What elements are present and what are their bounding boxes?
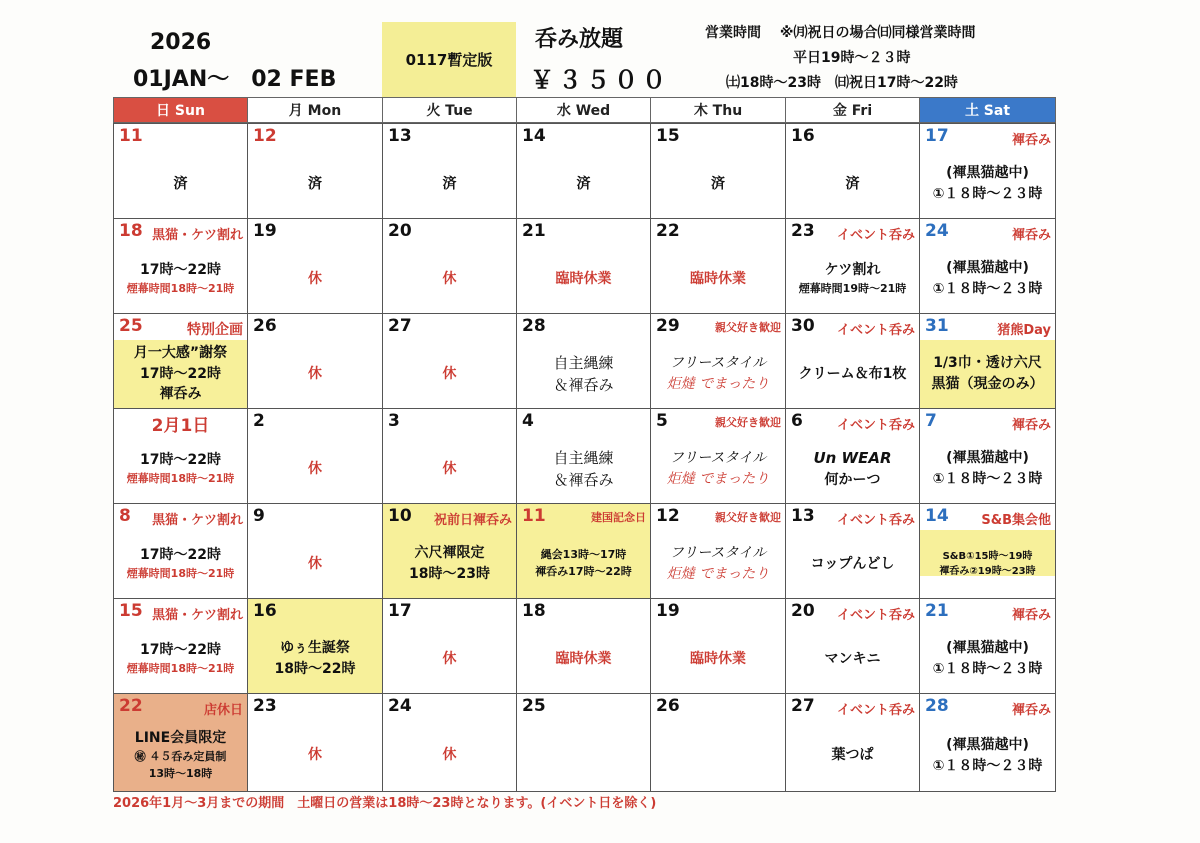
event-tag: 親父好き歓迎 <box>715 416 781 429</box>
cell-line: 自主縄練 <box>553 448 614 467</box>
cell-content <box>517 435 650 503</box>
day-number: 25 <box>522 696 546 716</box>
day-number: 3 <box>388 411 400 431</box>
cell-content <box>517 150 650 218</box>
day-number: 14 <box>522 126 546 146</box>
cell-line: 煙幕時間18時～21時 <box>126 472 235 486</box>
cell-line: 17時～22時 <box>140 365 221 382</box>
day-cell[interactable] <box>785 123 920 219</box>
cell-line: ＆褌呑み <box>553 471 614 489</box>
day-number: 5 <box>656 411 668 431</box>
cell-content <box>248 530 382 598</box>
day-number: 14 <box>925 506 949 526</box>
day-number: 11 <box>522 506 546 526</box>
event-tag: 褌呑み <box>1011 228 1051 243</box>
cell-line: クリーム＆布1枚 <box>798 365 907 382</box>
day-cell[interactable] <box>516 313 651 409</box>
day-cell[interactable] <box>650 598 786 694</box>
cell-content <box>786 150 919 218</box>
cell-line: 葉つぱ <box>831 747 874 764</box>
cell-content <box>786 435 919 503</box>
day-header-sun: 日 Sun <box>113 97 248 123</box>
cell-content <box>651 435 785 503</box>
cell-content <box>114 435 247 503</box>
event-tag: 黒猫・ケツ割れ <box>152 513 243 528</box>
day-number: 7 <box>925 411 937 431</box>
cell-content <box>517 625 650 693</box>
business-hours-line-2: 平日19時～２３時 <box>793 50 911 66</box>
event-tag: 褌呑み <box>1011 418 1051 433</box>
cell-content <box>383 150 516 218</box>
cell-line: (褌黒猫越中) <box>946 165 1029 182</box>
day-header-tue: 火 Tue <box>382 97 517 123</box>
day-number: 22 <box>119 696 143 716</box>
cell-line: 1/3巾・透け六尺 <box>933 355 1042 372</box>
cell-content <box>248 150 382 218</box>
cell-line: 済 <box>173 175 188 192</box>
cell-content <box>651 340 785 408</box>
cell-line: フリースタイル <box>669 450 767 467</box>
day-number: 6 <box>791 411 803 431</box>
cell-line: 休 <box>308 747 322 764</box>
cell-line: 褌呑み <box>159 386 202 403</box>
day-cell[interactable] <box>919 313 1056 409</box>
day-number: 18 <box>119 221 143 241</box>
cell-content <box>786 340 919 408</box>
day-number: 15 <box>656 126 680 146</box>
cell-line: 休 <box>442 460 457 477</box>
day-cell[interactable] <box>650 313 786 409</box>
cell-line: ゆぅ生誕祭 <box>280 640 350 657</box>
cell-line: 休 <box>442 747 457 764</box>
day-cell[interactable] <box>113 693 248 792</box>
day-cell[interactable] <box>919 218 1056 314</box>
event-tag: イベント呑み <box>836 228 915 243</box>
day-number: 13 <box>388 126 412 146</box>
day-number: 21 <box>925 601 949 621</box>
day-number: 20 <box>388 221 412 241</box>
cell-line: 休 <box>442 270 457 287</box>
day-number: 15 <box>119 601 143 621</box>
day-cell[interactable] <box>247 693 383 792</box>
cell-line: 済 <box>845 175 860 192</box>
cell-content <box>920 245 1055 313</box>
day-number: 27 <box>791 696 815 716</box>
day-number: 24 <box>388 696 412 716</box>
day-header-thu: 木 Thu <box>650 97 786 123</box>
cell-content <box>786 720 919 791</box>
cell-content <box>248 435 382 503</box>
event-tag: 褌呑み <box>1011 133 1051 148</box>
day-number: 21 <box>522 221 546 241</box>
cell-content <box>114 245 247 313</box>
cell-content <box>248 245 382 313</box>
day-cell[interactable] <box>247 503 383 599</box>
day-cell[interactable] <box>516 408 651 504</box>
day-cell[interactable] <box>382 408 517 504</box>
cell-line: (褌黒猫越中) <box>946 260 1029 277</box>
cell-line: 17時～22時 <box>140 642 221 659</box>
day-cell[interactable] <box>785 503 920 599</box>
cell-line: 炬燵 でまったり <box>666 376 770 392</box>
day-cell[interactable] <box>785 218 920 314</box>
day-number: 31 <box>925 316 949 336</box>
day-cell[interactable] <box>247 123 383 219</box>
event-tag: 店休日 <box>203 703 243 718</box>
day-number: 28 <box>925 696 949 716</box>
cell-line: LINE会員限定 <box>134 730 227 747</box>
cell-line: 自主縄練 <box>553 353 614 372</box>
cell-content <box>920 625 1055 693</box>
cell-line: 臨時休業 <box>690 650 746 667</box>
cell-content <box>248 625 382 693</box>
cell-line: 炬燵 でまったり <box>666 471 770 487</box>
cell-content <box>383 245 516 313</box>
cell-content <box>920 530 1055 598</box>
day-cell[interactable] <box>382 503 517 599</box>
cell-line: 休 <box>442 365 457 382</box>
day-cell[interactable] <box>650 693 786 792</box>
cell-content <box>383 340 516 408</box>
cell-content <box>383 625 516 693</box>
cell-content <box>651 720 785 791</box>
day-cell[interactable] <box>785 313 920 409</box>
day-number: 30 <box>791 316 815 336</box>
cell-line: 褌呑み17時～22時 <box>535 565 632 578</box>
cell-line: 17時～22時 <box>140 452 221 469</box>
event-tag: 親父好き歓迎 <box>715 321 781 334</box>
cell-line: 休 <box>308 270 322 287</box>
cell-content <box>114 150 247 218</box>
cell-content <box>517 530 650 598</box>
calendar-grid <box>113 97 1055 791</box>
event-tag: イベント呑み <box>836 513 915 528</box>
day-cell[interactable] <box>516 503 651 599</box>
day-cell[interactable] <box>382 313 517 409</box>
cell-line: 18時～23時 <box>409 566 490 582</box>
day-number: 10 <box>388 506 412 526</box>
day-number: 4 <box>522 411 534 431</box>
day-cell[interactable] <box>113 598 248 694</box>
day-cell[interactable] <box>785 408 920 504</box>
day-cell[interactable] <box>113 313 248 409</box>
cell-content <box>920 340 1055 408</box>
cell-line: 済 <box>576 175 591 192</box>
day-number: 19 <box>253 221 277 241</box>
cell-line: コップんどし <box>810 555 895 572</box>
day-cell[interactable] <box>919 598 1056 694</box>
day-number: 29 <box>656 316 680 336</box>
business-hours-line-1: 営業時間 ※㈪祝日の場合㈰同様営業時間 <box>705 25 976 41</box>
event-tag: 親父好き歓迎 <box>715 511 781 524</box>
day-number: 25 <box>119 316 143 336</box>
cell-line: 煙幕時間18時～21時 <box>126 662 235 676</box>
plan-title: 呑み放題 <box>535 27 624 52</box>
cell-content <box>114 340 247 408</box>
day-number: 23 <box>253 696 277 716</box>
cell-line: ①１８時～２３時 <box>932 281 1043 297</box>
cell-line: ①１８時～２３時 <box>932 661 1043 677</box>
day-number: 26 <box>253 316 277 336</box>
event-tag: S&B集会他 <box>981 513 1051 528</box>
cell-content <box>651 245 785 313</box>
cell-line: 休 <box>442 650 457 667</box>
cell-line: 13時～18時 <box>148 766 213 780</box>
event-tag: イベント呑み <box>836 323 915 338</box>
cell-line: 黒猫（現金のみ） <box>931 376 1044 392</box>
event-tag: イベント呑み <box>836 703 915 718</box>
cell-line: Un WEAR <box>813 449 892 468</box>
cell-line: 何かーつ <box>824 471 881 488</box>
cell-line: 月一大感”謝祭 <box>133 344 228 361</box>
day-number: 16 <box>791 126 815 146</box>
cell-line: (褌黒猫越中) <box>946 736 1029 753</box>
day-cell[interactable] <box>919 693 1056 792</box>
event-tag: イベント呑み <box>836 608 915 623</box>
cell-line: 煙幕時間18時～21時 <box>126 567 235 581</box>
cell-content <box>383 720 516 791</box>
cell-content <box>114 530 247 598</box>
day-number: 17 <box>925 126 949 146</box>
day-cell[interactable] <box>516 598 651 694</box>
day-cell[interactable] <box>785 693 920 792</box>
cell-line: (褌黒猫越中) <box>946 640 1029 657</box>
day-number: 28 <box>522 316 546 336</box>
day-number: 13 <box>791 506 815 526</box>
event-tag: 猪熊Day <box>997 323 1051 338</box>
cell-line: S&B①15時～19時 <box>942 550 1033 562</box>
cell-line: 17時～22時 <box>140 262 221 279</box>
day-cell[interactable] <box>650 218 786 314</box>
cell-line: ケツ割れ <box>824 262 881 279</box>
cell-line: 縄会13時～17時 <box>540 548 627 562</box>
event-tag: 褌呑み <box>1011 608 1051 623</box>
cell-line: マンキニ <box>824 650 881 667</box>
cell-content <box>651 625 785 693</box>
event-tag: 建国記念日 <box>591 511 646 524</box>
day-number: 9 <box>253 506 265 526</box>
version-badge: 0117暫定版 <box>382 22 516 97</box>
cell-line: ㊙ ４５呑み定員制 <box>134 750 227 764</box>
cell-line: フリースタイル <box>669 545 767 562</box>
footnote: 2026年1月～3月までの期間 土曜日の営業は18時～23時となります。(イベント日を除く) <box>113 796 657 811</box>
day-cell[interactable] <box>113 503 248 599</box>
day-number: 12 <box>656 506 680 526</box>
day-number: 19 <box>656 601 680 621</box>
date-range-label: 01JAN～ 02 FEB <box>133 67 337 92</box>
cell-line: 臨時休業 <box>555 270 612 287</box>
cell-line: (褌黒猫越中) <box>946 450 1029 467</box>
cell-line: 煙幕時間19時～21時 <box>798 282 907 296</box>
day-cell[interactable] <box>382 123 517 219</box>
day-header-mon: 月 Mon <box>247 97 383 123</box>
day-cell[interactable] <box>113 408 248 504</box>
day-number: 23 <box>791 221 815 241</box>
cell-line: 済 <box>711 175 725 192</box>
day-number: 22 <box>656 221 680 241</box>
day-number: 11 <box>119 126 143 146</box>
event-tag: 黒猫・ケツ割れ <box>152 228 243 243</box>
event-tag: 黒猫・ケツ割れ <box>152 608 243 623</box>
day-number: 17 <box>388 601 412 621</box>
cell-content <box>248 340 382 408</box>
cell-line: 休 <box>308 555 322 572</box>
year-label: 2026 <box>150 30 212 55</box>
day-number: 18 <box>522 601 546 621</box>
cell-content <box>383 530 516 598</box>
day-number: 20 <box>791 601 815 621</box>
day-cell[interactable] <box>382 693 517 792</box>
day-number: 27 <box>388 316 412 336</box>
day-cell[interactable] <box>247 218 383 314</box>
day-cell[interactable] <box>382 598 517 694</box>
day-cell[interactable] <box>516 693 651 792</box>
cell-line: 休 <box>308 460 322 477</box>
day-cell[interactable] <box>785 598 920 694</box>
day-cell[interactable] <box>650 503 786 599</box>
cell-content <box>114 625 247 693</box>
cell-line: ＆褌呑み <box>553 376 614 394</box>
cell-line: 休 <box>308 365 322 382</box>
cell-line: 18時～22時 <box>274 661 356 677</box>
cell-content <box>651 530 785 598</box>
day-number: 8 <box>119 506 131 526</box>
cell-line: 臨時休業 <box>555 650 612 667</box>
day-cell[interactable] <box>247 313 383 409</box>
cell-content <box>920 150 1055 218</box>
day-number: 2月1日 <box>151 416 210 436</box>
cell-line: 17時～22時 <box>140 547 221 564</box>
day-cell[interactable] <box>650 408 786 504</box>
cell-content <box>786 530 919 598</box>
day-number: 24 <box>925 221 949 241</box>
cell-line: ①１８時～２３時 <box>932 757 1043 774</box>
cell-line: 済 <box>308 175 322 192</box>
cell-line: フリースタイル <box>669 355 767 372</box>
cell-content <box>920 720 1055 791</box>
day-cell[interactable] <box>247 598 383 694</box>
cell-line: 炬燵 でまったり <box>666 566 770 582</box>
cell-line: 煙幕時間18時～21時 <box>126 282 235 296</box>
cell-content <box>383 435 516 503</box>
day-cell[interactable] <box>919 503 1056 599</box>
day-header-sat: 土 Sat <box>919 97 1056 123</box>
day-cell[interactable] <box>919 123 1056 219</box>
cell-content <box>114 720 247 791</box>
cell-content <box>517 720 650 791</box>
event-tag: 褌呑み <box>1011 703 1051 718</box>
day-cell[interactable] <box>919 408 1056 504</box>
cell-content <box>248 720 382 791</box>
day-cell[interactable] <box>382 218 517 314</box>
cell-content <box>786 245 919 313</box>
day-number: 26 <box>656 696 680 716</box>
day-number: 2 <box>253 411 265 431</box>
event-tag: 特別企画 <box>187 322 243 338</box>
cell-content <box>651 150 785 218</box>
event-tag: 祝前日褌呑み <box>433 513 512 528</box>
cell-line: 済 <box>442 175 457 192</box>
cell-line: ①１８時～２３時 <box>932 471 1043 487</box>
plan-price: ￥３５００ <box>530 66 670 94</box>
day-cell[interactable] <box>247 408 383 504</box>
cell-content <box>920 435 1055 503</box>
day-number: 16 <box>253 601 277 621</box>
business-hours-line-3: ㈯18時～23時 ㈰祝日17時～22時 <box>726 75 958 91</box>
day-cell[interactable] <box>113 123 248 219</box>
day-header-fri: 金 Fri <box>785 97 920 123</box>
day-number: 12 <box>253 126 277 146</box>
day-cell[interactable] <box>113 218 248 314</box>
day-cell[interactable] <box>516 123 651 219</box>
cell-content <box>786 625 919 693</box>
day-header-wed: 水 Wed <box>516 97 651 123</box>
event-tag: イベント呑み <box>836 418 915 433</box>
day-cell[interactable] <box>516 218 651 314</box>
cell-line: 六尺褌限定 <box>414 545 485 562</box>
cell-line: 臨時休業 <box>690 270 746 287</box>
cell-line: ①１８時～２３時 <box>932 186 1043 202</box>
cell-content <box>517 340 650 408</box>
day-cell[interactable] <box>650 123 786 219</box>
cell-line: 褌呑み②19時～23時 <box>939 566 1036 577</box>
cell-content <box>517 245 650 313</box>
